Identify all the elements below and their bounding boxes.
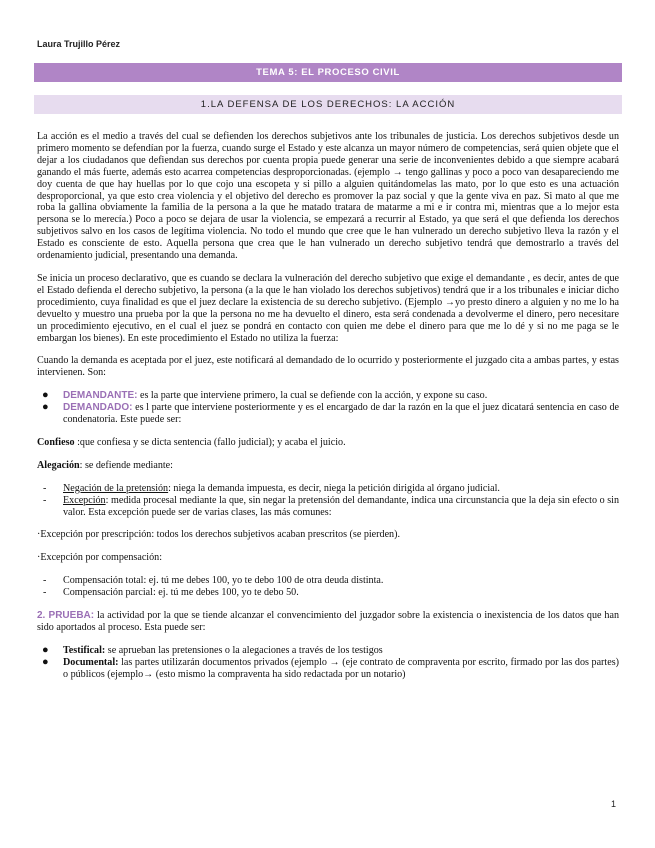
list-item [37,390,619,402]
term-documental: Documental: [63,656,119,668]
term-description: es la parte que interviene primero, la cual se defiende con la acción, y expone su caso. [137,390,488,402]
document-body [37,131,619,681]
section-title-band [34,95,622,114]
paragraph-compensacion: ·Excepción por compensación: [37,552,163,564]
parties-list [37,390,619,426]
paragraph-accion: La acción es el medio a través del cual se defienden los derechos subjetivos ante los tribunales de justicia. Los derechos subjetivos desde un primero momento se defendían por la fuerza, cuando surge el Estado y este alcanza un mayor número de competencias, será quien objete que el dejar a los ciudadanos que defiendan sus derechos por cuenta propia puede generar una serie de inconvenientes debido a que siempre acabará ganando el más fuerte, además esto acarrea competencias desproporcionadas. (ejemplo → tengo gallinas y poco a poco van desapareciendo me doy cuenta de que hay huellas por lo que cojo una escopeta y si pillo a alguien quitándomelas las mato, por lo que esto es una actuación desproporcional, ya que esto crea violencia y el objetivo del derecho es promover la paz social y que la gente viva en paz. Si mato al que me roba la gallina obviamente la familia de la persona a la que he matado tratara de matarme a mi e ir contra mi, mientras que a lo mejor esta persona se lo merecía.) Poco a poco se dejara de usar la violencia, se empezará a recurrir al Estado, ya que será el que defienda los derechos subjetivos salvo en los casos de legítima violencia. No todo el mundo que cree que le han vulnerado un derecho subjetivo lleva la razón y el Estado es consciente de esto. Aquella persona que crea que le han vulnerado un derecho subjetivo tendrá que demostrarlo a través del ordenamiento judicial, presentando una demanda. [37,131,619,262]
bullet-icon: ● [42,401,49,414]
alegacion-list [37,483,619,519]
dash-marker: - [43,575,47,587]
item-text: Compensación parcial: ej. tú me debes 100, yo te debo 50. [63,587,299,599]
topic-title-band [34,63,622,82]
term-description: las partes utilizarán documentos privados (ejemplo → (eje contrato de compraventa por escrito, firmado por las dos partes) o públicos (ejemplo→ (esto mismo la compraventa ha sido redactada por un notario) [63,656,619,680]
term-description: :que confiesa y se dicta sentencia (fallo judicial); y acaba el juicio. [74,436,346,448]
term-prueba: 2. PRUEBA: [37,610,95,622]
term-confieso: Confieso [37,436,75,448]
paragraph-alegacion [37,460,619,472]
dash-marker: - [43,494,47,506]
term-alegacion: Alegación [37,459,80,471]
list-item [37,657,619,681]
dash-marker: - [43,587,47,599]
bullet-icon: ● [42,389,49,402]
term-description: se aprueban las pretensiones o la alegaciones a través de los testigos [105,644,383,656]
list-item [37,483,619,495]
item-text: Compensación total: ej. tú me debes 100, yo te debo 100 de otra deuda distinta. [63,575,384,587]
dash-marker: - [43,482,47,494]
term-demandado: DEMANDADO: [63,402,133,414]
author-name: Laura Trujillo Pérez [37,39,121,49]
section-title: 1.LA DEFENSA DE LOS DERECHOS: LA ACCIÓN [200,99,456,110]
topic-title: TEMA 5: EL PROCESO CIVIL [256,67,400,78]
bullet-icon: ● [42,643,49,656]
paragraph-prescripcion: ·Excepción por prescripción: todos los derechos subjetivos acaban prescritos (se pierden). [37,529,400,541]
page-number: 1 [611,799,617,809]
term-negacion: Negación de la pretensión [63,482,169,494]
paragraph-demanda: Cuando la demanda es aceptada por el juez, este notificará al demandado de lo ocurrido y posteriormente el juzgado cita a ambas partes, y estas intervienen. Son: [37,355,619,379]
term-description: : medida procesal mediante la que, sin negar la pretensión del demandante, indica una circunstancia que la deja sin efecto o sin valor. Esta excepción puede ser de varias clases, las más comunes: [63,494,619,518]
list-item [37,575,619,587]
term-description: la actividad por la que se tiende alcanzar el convencimiento del juzgador sobre la existencia o inexistencia de los datos que han sido aportados al proceso. Esta puede ser: [37,610,619,633]
list-item [37,587,619,599]
term-excepcion: Excepción [63,494,106,506]
term-description: : niega la demanda impuesta, es decir, niega la petición dirigida al órgano judicial. [168,482,500,494]
term-description: es l parte que interviene posteriormente y es el encargado de dar la razón en la que el juez dicatará sentencia en caso de condenatoria. Este puede ser: [63,402,619,426]
compensacion-list [37,575,619,599]
bullet-icon: ● [42,655,49,668]
list-item [37,402,619,426]
list-item [37,645,619,657]
list-item [37,495,619,519]
paragraph-prueba [37,610,619,634]
term-testifical: Testifical: [63,644,106,656]
paragraph-confieso [37,437,619,449]
term-description: : se defiende mediante: [79,459,173,471]
term-demandante: DEMANDANTE: [63,390,138,402]
paragraph-proceso-declarativo: Se inicia un proceso declarativo, que es cuando se declara la vulneración del derecho subjetivo que exige el demandante , es decir, antes de que el Estado defienda el derecho subjetivo, la persona (a la que le han violado los derechos subjetivos) tendrá que ir a los tribunales e iniciar dicho procedimiento, cuya finalidad es que el juez declare la existencia de su derecho subjetivo. (Ejemplo →yo presto dinero a alguien y no me lo ha devuelto y muestro una prueba por la que la persona no me ha devuelto el dinero, esta será condenada a devolverme el dinero, pero necesitare un procedimiento ejecutivo, en el cual el juez se pondrá en contacto con quien me debe el dinero para que me lo dé y si no me paga se le embargan los bienes). En este procedimiento el Estado no utiliza la fuerza: [37,272,619,344]
prueba-list [37,645,619,681]
